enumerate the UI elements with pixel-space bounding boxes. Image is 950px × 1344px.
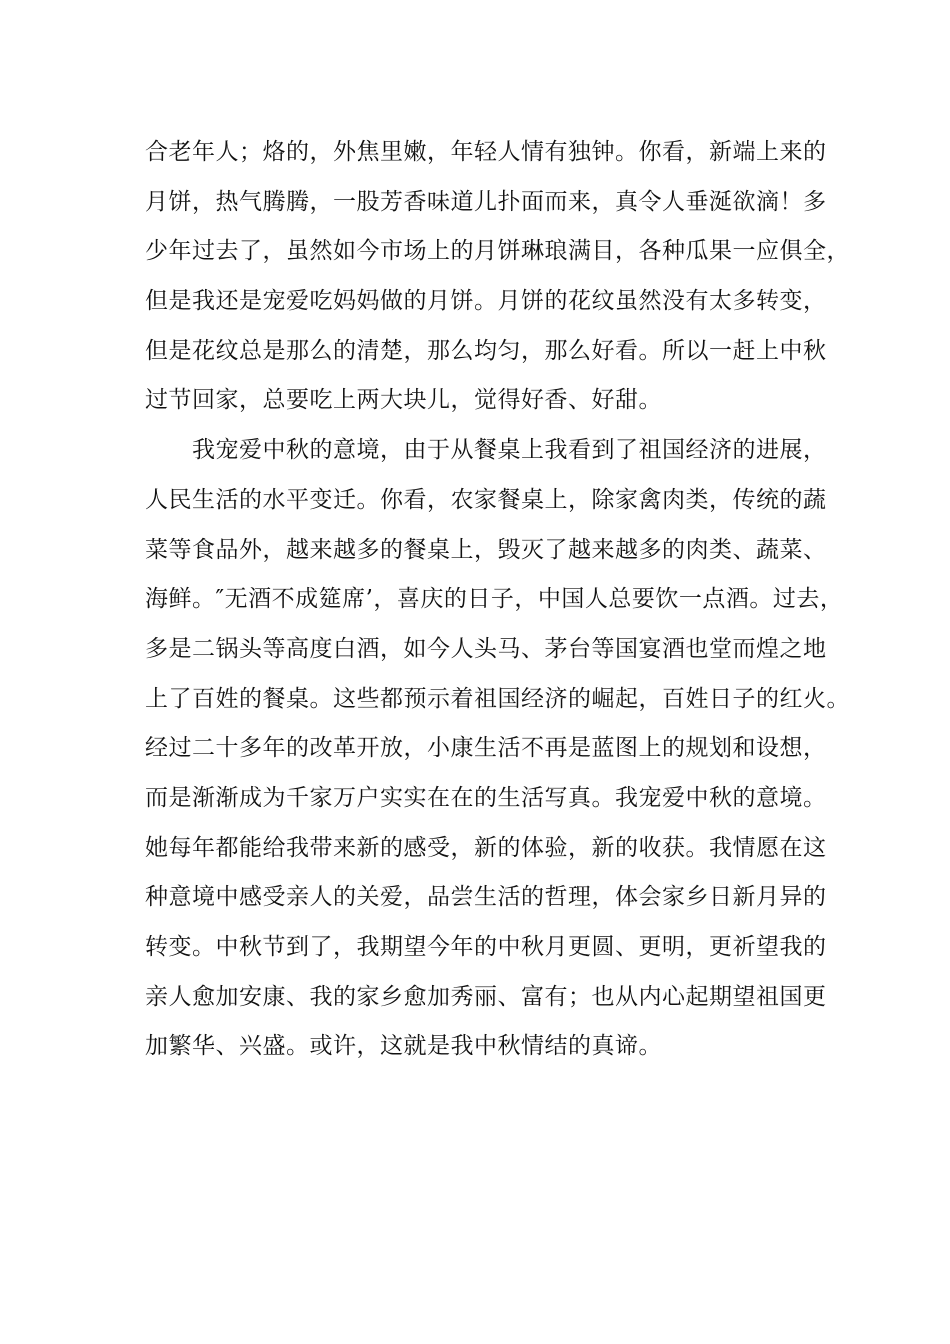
paragraph-start-line: 我宠爱中秋的意境，由于从餐桌上我看到了祖国经济的进展，	[192, 437, 827, 464]
text-line: 转变。中秋节到了，我期望今年的中秋月更圆、更明，更祈望我的	[145, 934, 827, 960]
text-line: 种意境中感受亲人的关爱，品尝生活的哲理，体会家乡日新月异的	[145, 884, 827, 911]
text-line: 她每年都能给我带来新的感受，新的体验，新的收获。我情愿在这	[145, 834, 827, 861]
text-line: 亲人愈加安康、我的家乡愈加秀丽、富有；也从内心起期望祖国更	[145, 983, 827, 1010]
text-line: 过节回家，总要吃上两大块儿，觉得好香、好甜。	[145, 387, 662, 414]
text-line: 加繁华、兴盛。或许，这就是我中秋情结的真谛。	[145, 1033, 662, 1060]
text-line: 少年过去了，虽然如今市场上的月饼琳琅满目，各种瓜果一应俱全，	[145, 238, 850, 265]
essay-text	[145, 128, 850, 1072]
text-line: 经过二十多年的改革开放，小康生活不再是蓝图上的规划和设想，	[145, 735, 827, 762]
text-line: 月饼，热气腾腾，一股芳香味道儿扑面而来，真令人垂涎欲滴！多	[145, 188, 827, 215]
text-line: 多是二锅头等高度白酒，如今人头马、茅台等国宴酒也堂而煌之地	[145, 635, 827, 662]
text-line: 人民生活的水平变迁。你看，农家餐桌上，除家禽肉类，传统的蔬	[145, 486, 827, 513]
text-line: 上了百姓的餐桌。这些都预示着祖国经济的崛起，百姓日子的红火。	[145, 685, 850, 712]
text-line: 但是我还是宠爱吃妈妈做的月饼。月饼的花纹虽然没有太多转变，	[145, 288, 827, 315]
text-line: 但是花纹总是那么的清楚，那么均匀，那么好看。所以一赶上中秋	[145, 337, 827, 364]
text-line: 而是渐渐成为千家万户实实在在的生活写真。我宠爱中秋的意境。	[145, 784, 827, 811]
text-line: 菜等食品外，越来越多的餐桌上，毁灭了越来越多的肉类、蔬菜、	[145, 536, 827, 563]
text-line: 合老年人；烙的，外焦里嫩，年轻人情有独钟。你看，新端上来的	[145, 139, 827, 165]
text-line: 海鲜。″无酒不成筵席’，喜庆的日子，中国人总要饮一点酒。过去，	[145, 586, 844, 613]
